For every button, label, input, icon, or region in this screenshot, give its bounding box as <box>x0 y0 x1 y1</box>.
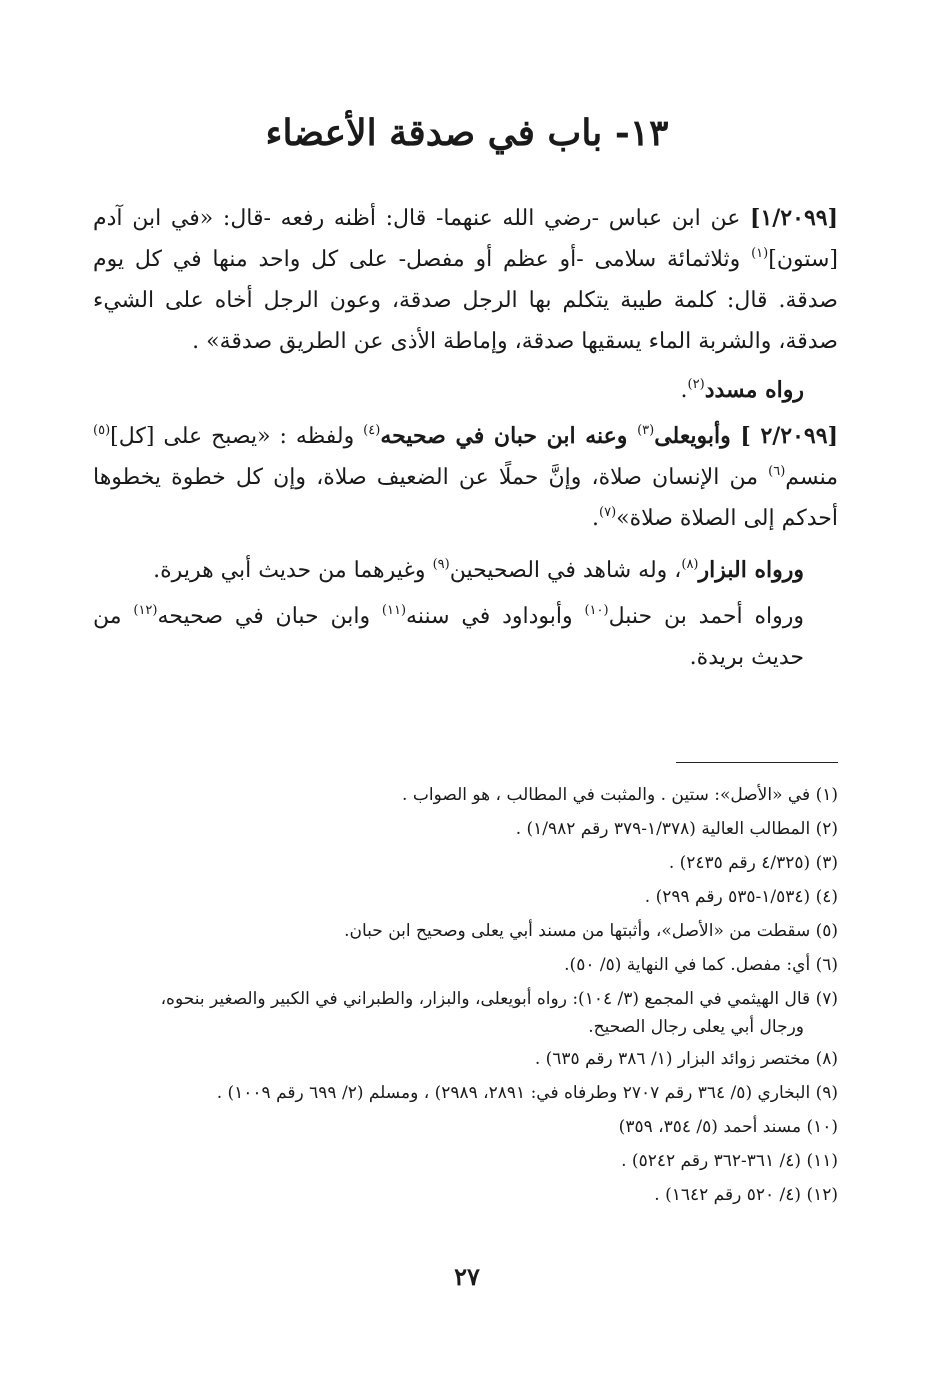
footnote-ref-5[interactable]: (٥) <box>93 423 111 438</box>
footnote-12: (١٢) (٤/ ٥٢٠ رقم ١٦٤٢) . <box>654 1185 838 1205</box>
ahmad-paragraph <box>93 596 838 678</box>
riwaya-bazzar: ورواه البزار <box>698 557 804 583</box>
chapter-title: ١٣- باب في صدقة الأعضاء <box>265 112 669 154</box>
abu-yala: وأبويعلى <box>654 423 741 449</box>
footnote-ref-8[interactable]: (٨) <box>681 557 699 572</box>
ahmad-text-d: من حديث بريدة. <box>93 604 804 670</box>
ahmad-text-a: ورواه أحمد بن حنبل <box>608 604 804 629</box>
hadith-1-text-b: وثلاثمائة سلامى -أو عظم أو مفصل- على كل واحد منها في كل يوم صدقة. قال: كلمة طيبة يتكلم بها الرجل صدقة، وعون الرجل أخاه على الشيء صدقة، والشربة الماء يسقيها صدقة، وإماطة الأذى عن الطريق صدقة» . <box>93 247 838 354</box>
footnote-7-continuation: ورجال أبي يعلى رجال الصحيح. <box>588 1017 804 1037</box>
hadith-2-text-a: ولفظه : «يصبح على [كل] <box>110 424 364 449</box>
footnote-ref-10[interactable]: (١٠) <box>584 603 609 618</box>
ahmad-text-b: وأبوداود في سننه <box>406 604 585 629</box>
hadith-1 <box>93 198 838 362</box>
hadith-2-text <box>93 416 838 539</box>
footnote-6: (٦) أي: مفصل. كما في النهاية (٥/ ٥٠). <box>564 955 838 975</box>
hadith-1-number: [١/٢٠٩٩] <box>750 205 838 231</box>
footnote-11: (١١) (٤/ ٣٦١-٣٦٢ رقم ٥٢٤٢) . <box>621 1151 838 1171</box>
ahmad-text-c: وابن حبان في صحيحه <box>157 604 382 629</box>
footnote-ref-3[interactable]: (٣) <box>637 423 655 438</box>
hadith-1-text-a: عن ابن عباس -رضي الله عنهما- قال: أظنه رفعه -قال: «في ابن آدم [ستون] <box>93 206 838 272</box>
hadith-2-number: [٢/٢٠٩٩ ] <box>740 423 838 449</box>
hadith-2 <box>93 416 838 539</box>
footnote-ref-12[interactable]: (١٢) <box>133 603 158 618</box>
footnote-7 <box>93 982 838 1042</box>
bazzar-text-a: ، وله شاهد في الصحيحين <box>449 558 682 583</box>
footnote-ref-1[interactable]: (١) <box>751 246 769 261</box>
footnote-9: (٩) البخاري (٥/ ٣٦٤ رقم ٢٧٠٧ وطرفاه في: ٢٨٩١، ٢٩٨٩) ، ومسلم (٢/ ٦٩٩ رقم ١٠٠٩) . <box>216 1083 838 1103</box>
footnote-ref-9[interactable]: (٩) <box>432 557 450 572</box>
ibn-hibban: وعنه ابن حبان في صحيحه <box>380 423 638 449</box>
riwaya-end: . <box>680 378 688 403</box>
hadith-1-source-line <box>93 370 838 411</box>
footnote-4: (٤) (١/٥٣٤-٥٣٥ رقم ٢٩٩) . <box>644 887 838 907</box>
footnote-divider <box>676 762 838 763</box>
hadith-2-text-b: منسم <box>785 465 838 490</box>
hadith-2-text-c: من الإنسان صلاة، وإنَّ حملًا عن الضعيف صلاة، وإن كل خطوة يخطوها أحدكم إلى الصلاة صلاة» <box>93 465 838 531</box>
footnote-10: (١٠) مسند أحمد (٥/ ٣٥٤، ٣٥٩) <box>618 1117 838 1137</box>
footnote-ref-6[interactable]: (٦) <box>768 464 786 479</box>
hadith-2-end: . <box>592 506 599 531</box>
footnote-5: (٥) سقطت من «الأصل»، وأثبتها من مسند أبي يعلى وصحيح ابن حبان. <box>344 921 838 941</box>
bazzar-paragraph <box>93 550 838 591</box>
footnote-3: (٣) (٤/٣٢٥ رقم ٢٤٣٥) . <box>668 853 838 873</box>
footnotes-list <box>93 778 838 1212</box>
bazzar-text-b: وغيرهما من حديث أبي هريرة. <box>153 558 433 583</box>
footnote-1: (١) في «الأصل»: ستين . والمثبت في المطالب ، هو الصواب . <box>402 785 838 805</box>
footnote-ref-2[interactable]: (٢) <box>687 377 705 392</box>
footnote-8: (٨) مختصر زوائد البزار (١/ ٣٨٦ رقم ٦٣٥) . <box>534 1049 838 1069</box>
footnote-ref-4[interactable]: (٤) <box>363 423 381 438</box>
riwaya-musaddad: رواه مسدد <box>704 377 804 403</box>
footnote-ref-11[interactable]: (١١) <box>381 603 407 618</box>
bazzar-text <box>93 550 838 591</box>
hadith-1-source <box>93 370 838 411</box>
hadith-1-text <box>93 198 838 362</box>
footnote-2: (٢) المطالب العالية (١/٣٧٨-٣٧٩ رقم ١/٩٨٢) . <box>515 819 838 839</box>
footnote-ref-7[interactable]: (٧) <box>599 505 617 520</box>
ahmad-text <box>93 596 838 678</box>
page-number: ٢٧ <box>454 1262 480 1291</box>
footnote-7-text: (٧) قال الهيثمي في المجمع (٣/ ١٠٤): رواه أبويعلى، والبزار، والطبراني في الكبير والصغير بنحوه، <box>160 989 838 1009</box>
